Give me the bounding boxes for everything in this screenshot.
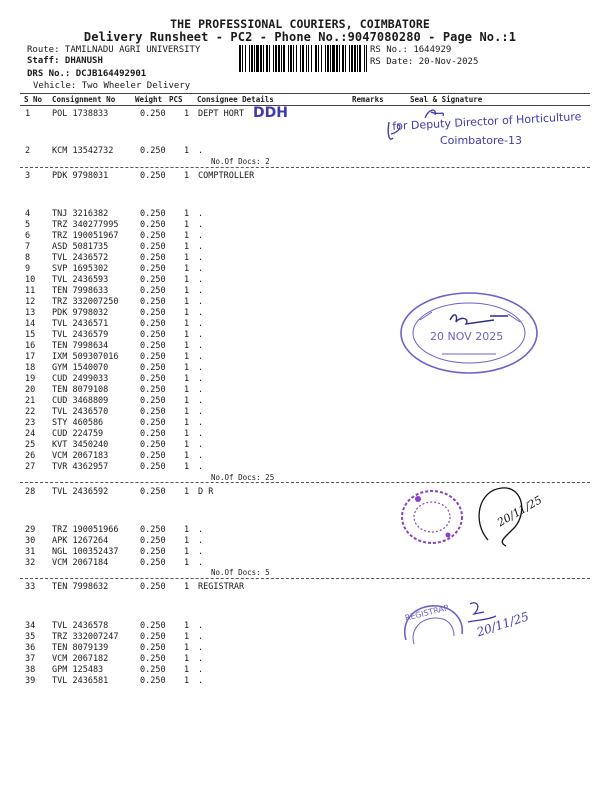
row-sno: 11 [25,286,36,296]
group-divider-3 [20,578,590,579]
row-sno: 26 [25,451,36,461]
row-weight: 0.250 [140,385,166,395]
table-row [0,451,600,462]
row-weight: 0.250 [140,676,166,686]
row-consignment-no: TRZ 332007247 [52,632,119,642]
row-consignment-no: TEN 8079139 [52,643,109,653]
row-weight: 0.250 [140,396,166,406]
table-row [0,654,600,665]
barcode-bar [281,45,282,72]
row-consignee-details: . [198,264,204,274]
row-consignment-no: TEN 7998633 [52,286,109,296]
barcode-bar [306,45,307,72]
table-row [0,209,600,220]
row-sno: 34 [25,621,36,631]
stamp-location: Coimbatore-13 [440,134,522,147]
row-pcs: 1 [184,253,190,263]
row-pcs: 1 [184,374,190,384]
row-consignee-details: . [198,146,204,156]
row-pcs: 1 [184,146,190,156]
row-consignment-no: POL 1738833 [52,109,109,119]
row-pcs: 1 [184,632,190,642]
row-sno: 30 [25,536,36,546]
table-row [0,231,600,242]
row-consignee-details: DEPT HORT [198,109,245,119]
row-weight: 0.250 [140,146,166,156]
barcode-bar [254,45,255,72]
table-row [0,171,600,182]
row-pcs: 1 [184,275,190,285]
barcode-bar [239,45,241,72]
row-sno: 6 [25,231,31,241]
row-consignment-no: TEN 7998634 [52,341,109,351]
row-consignee-details: . [198,286,204,296]
barcode-bar [366,45,367,72]
docs-count-group1: No.Of Docs: 2 [211,157,270,166]
row-consignee-details: . [198,558,204,568]
table-row [0,582,600,593]
barcode-bar [242,45,243,72]
row-consignee-details: . [198,547,204,557]
table-row [0,275,600,286]
row-weight: 0.250 [140,231,166,241]
row-weight: 0.250 [140,525,166,535]
barcode-bar [315,45,317,72]
row-weight: 0.250 [140,440,166,450]
barcode-bar [336,45,338,72]
row-sno: 5 [25,220,31,230]
row-sno: 27 [25,462,36,472]
row-sno: 7 [25,242,31,252]
row-consignment-no: PDK 9798032 [52,308,109,318]
barcode-bar [318,45,319,72]
row-weight: 0.250 [140,621,166,631]
row-consignment-no: NGL 100352437 [52,547,119,557]
row-consignment-no: KVT 3450240 [52,440,109,450]
barcode-bar [273,45,274,72]
row-consignment-no: PDK 9798031 [52,171,109,181]
rs-date: RS Date: 20-Nov-2025 [370,57,479,67]
barcode-bar [275,45,277,72]
row-consignee-details: . [198,363,204,373]
stamp-designation: for Deputy Director of Horticulture [392,110,582,133]
row-weight: 0.250 [140,487,166,497]
col-remarks: Remarks [352,95,384,104]
row-sno: 3 [25,171,31,181]
document-subtitle: Delivery Runsheet - PC2 - Phone No.:9047080280 - Page No.:1 [83,30,517,44]
row-sno: 31 [25,547,36,557]
barcode-bar [308,45,309,72]
row-weight: 0.250 [140,462,166,472]
row-pcs: 1 [184,352,190,362]
row-sno: 28 [25,487,36,497]
row-consignment-no: CUD 224759 [52,429,104,439]
barcode-bar [359,45,361,72]
row-weight: 0.250 [140,352,166,362]
rs-number: RS No.: 1644929 [370,45,452,55]
row-weight: 0.250 [140,319,166,329]
row-consignee-details: . [198,297,204,307]
row-pcs: 1 [184,231,190,241]
row-consignment-no: TVL 2436592 [52,487,109,497]
table-row [0,407,600,418]
row-weight: 0.250 [140,253,166,263]
route-label: Route: TAMILNADU AGRI UNIVERSITY [27,45,201,55]
row-consignment-no: STY 460586 [52,418,104,428]
col-weight: Weight [135,95,163,104]
row-consignment-no: VCM 2067184 [52,558,109,568]
row-pcs: 1 [184,547,190,557]
barcode-bar [332,45,335,72]
row-weight: 0.250 [140,171,166,181]
docs-count-group3: No.Of Docs: 5 [211,568,270,577]
row-consignee-details: . [198,209,204,219]
table-row [0,429,600,440]
row-weight: 0.250 [140,643,166,653]
row-consignee-details: . [198,231,204,241]
row-consignment-no: CUD 2499033 [52,374,109,384]
barcode-image [239,45,367,72]
row-pcs: 1 [184,558,190,568]
table-row [0,220,600,231]
stamp-date: 20 NOV 2025 [430,330,504,343]
row-weight: 0.250 [140,665,166,675]
table-row [0,242,600,253]
row-pcs: 1 [184,109,190,119]
row-consignee-details: . [198,621,204,631]
row-sno: 17 [25,352,36,362]
row-sno: 12 [25,297,36,307]
row-weight: 0.250 [140,286,166,296]
row-consignment-no: SVP 1695302 [52,264,109,274]
row-pcs: 1 [184,665,190,675]
row-pcs: 1 [184,487,190,497]
row-consignment-no: TVR 4362957 [52,462,109,472]
barcode-bar [249,45,250,72]
row-weight: 0.250 [140,536,166,546]
row-consignment-no: TRZ 332007250 [52,297,119,307]
barcode-bar [321,45,322,72]
row-consignee-details: COMPTROLLER [198,171,255,181]
row-consignment-no: TVL 2436578 [52,621,109,631]
row-pcs: 1 [184,525,190,535]
row-consignment-no: KCM 13542732 [52,146,114,156]
row-sno: 13 [25,308,36,318]
table-row [0,643,600,654]
row-sno: 15 [25,330,36,340]
row-consignee-details: . [198,407,204,417]
row-sno: 25 [25,440,36,450]
row-sno: 33 [25,582,36,592]
row-pcs: 1 [184,363,190,373]
row-weight: 0.250 [140,632,166,642]
barcode-bar [245,45,246,72]
row-consignment-no: TVL 2436570 [52,407,109,417]
row-consignment-no: TRZ 340277995 [52,220,119,230]
row-weight: 0.250 [140,654,166,664]
row-sno: 9 [25,264,31,274]
barcode-bar [256,45,259,72]
col-details: Consignee Details [197,95,274,104]
table-row [0,632,600,643]
docs-count-group2: No.Of Docs: 25 [211,473,275,482]
row-sno: 37 [25,654,36,664]
barcode-bar [296,45,297,72]
barcode-bar [300,45,301,72]
row-consignee-details: . [198,654,204,664]
row-consignment-no: TRZ 190051967 [52,231,119,241]
barcode-bar [364,45,365,72]
barcode-bar [251,45,253,72]
row-weight: 0.250 [140,451,166,461]
row-consignment-no: GYM 1540070 [52,363,109,373]
row-pcs: 1 [184,308,190,318]
barcode-bar [354,45,356,72]
row-pcs: 1 [184,676,190,686]
table-row [0,418,600,429]
barcode-bar [330,45,331,72]
row-consignment-no: CUD 3468809 [52,396,109,406]
row-consignment-no: TEN 8079108 [52,385,109,395]
barcode-bar [351,45,353,72]
row-consignee-details: . [198,632,204,642]
row-pcs: 1 [184,171,190,181]
row-sno: 20 [25,385,36,395]
row-consignee-details: . [198,440,204,450]
row-sno: 35 [25,632,36,642]
row-consignee-details: . [198,319,204,329]
row-consignee-details: . [198,385,204,395]
row-consignee-details: . [198,352,204,362]
barcode-bar [325,45,326,72]
row-consignment-no: TVL 2436581 [52,676,109,686]
row-consignment-no: APK 1267264 [52,536,109,546]
row-weight: 0.250 [140,308,166,318]
row-weight: 0.250 [140,275,166,285]
row-sno: 16 [25,341,36,351]
document-title: THE PROFESSIONAL COURIERS, COIMBATORE [170,17,430,31]
row-pcs: 1 [184,451,190,461]
row-pcs: 1 [184,407,190,417]
signature-date-2: 20/11/25 [475,609,531,640]
row-sno: 14 [25,319,36,329]
row-sno: 29 [25,525,36,535]
header-rule [20,93,590,94]
row-sno: 36 [25,643,36,653]
row-consignee-details: . [198,429,204,439]
row-consignment-no: TRZ 190051966 [52,525,119,535]
barcode-bar [311,45,312,72]
row-pcs: 1 [184,330,190,340]
row-consignee-details: . [198,643,204,653]
barcode-bar [339,45,340,72]
row-consignee-details: . [198,462,204,472]
barcode-bar [345,45,346,72]
row-weight: 0.250 [140,418,166,428]
row-sno: 18 [25,363,36,373]
row-consignee-details: . [198,275,204,285]
row-pcs: 1 [184,264,190,274]
row-sno: 22 [25,407,36,417]
vehicle-label: Vehicle: Two Wheeler Delivery [33,81,191,91]
row-weight: 0.250 [140,209,166,219]
row-weight: 0.250 [140,242,166,252]
row-pcs: 1 [184,220,190,230]
row-pcs: 1 [184,286,190,296]
row-consignment-no: ASD 5081735 [52,242,109,252]
row-consignee-details: REGISTRAR [198,582,245,592]
row-pcs: 1 [184,654,190,664]
table-row [0,462,600,473]
barcode-bar [283,45,285,72]
row-weight: 0.250 [140,429,166,439]
row-pcs: 1 [184,297,190,307]
row-pcs: 1 [184,462,190,472]
row-consignee-details: . [198,665,204,675]
row-weight: 0.250 [140,341,166,351]
row-sno: 19 [25,374,36,384]
col-pcs: PCS [169,95,183,104]
col-seal-signature: Seal & Signature [410,95,483,104]
row-consignment-no: VCM 2067182 [52,654,109,664]
row-consignment-no: TVL 2436593 [52,275,109,285]
row-consignee-details: . [198,536,204,546]
row-sno: 38 [25,665,36,675]
row-consignee-details: . [198,220,204,230]
row-consignee-details: . [198,242,204,252]
row-consignment-no: TVL 2436572 [52,253,109,263]
row-pcs: 1 [184,209,190,219]
row-pcs: 1 [184,341,190,351]
department-seal [398,485,470,547]
col-consignment: Consignment No [52,95,116,104]
row-sno: 24 [25,429,36,439]
barcode-bar [260,45,262,72]
barcode-bar [269,45,270,72]
table-row [0,665,600,676]
row-pcs: 1 [184,418,190,428]
barcode-bar [288,45,289,72]
table-row [0,396,600,407]
barcode-bar [263,45,264,72]
row-consignee-details: . [198,330,204,340]
row-sno: 21 [25,396,36,406]
row-weight: 0.250 [140,558,166,568]
row-pcs: 1 [184,536,190,546]
barcode-bar [327,45,329,72]
group-divider-1 [20,167,590,168]
row-weight: 0.250 [140,330,166,340]
table-row [0,264,600,275]
drs-number: DRS No.: DCJB164492901 [27,69,147,79]
table-row [0,676,600,687]
row-pcs: 1 [184,429,190,439]
row-sno: 4 [25,209,31,219]
row-weight: 0.250 [140,297,166,307]
row-pcs: 1 [184,396,190,406]
row-pcs: 1 [184,242,190,252]
row-weight: 0.250 [140,582,166,592]
row-weight: 0.250 [140,264,166,274]
row-consignee-details: . [198,525,204,535]
barcode-bar [342,45,344,72]
barcode-bar [349,45,350,72]
row-consignment-no: TNJ 3216382 [52,209,109,219]
row-consignment-no: GPM 125483 [52,665,104,675]
row-pcs: 1 [184,440,190,450]
barcode-bar [278,45,280,72]
table-row [0,253,600,264]
row-sno: 23 [25,418,36,428]
row-pcs: 1 [184,319,190,329]
row-consignment-no: TEN 7998632 [52,582,109,592]
row-consignment-no: VCM 2067183 [52,451,109,461]
row-sno: 10 [25,275,36,285]
row-pcs: 1 [184,385,190,395]
barcode-bar [357,45,358,72]
col-sno: S No [24,95,43,104]
row-weight: 0.250 [140,407,166,417]
row-sno: 8 [25,253,31,263]
row-sno: 32 [25,558,36,568]
barcode-bar [266,45,268,72]
table-row [0,385,600,396]
row-consignee-details: . [198,374,204,384]
row-pcs: 1 [184,582,190,592]
row-consignment-no: TVL 2436571 [52,319,109,329]
row-consignee-details: . [198,396,204,406]
row-weight: 0.250 [140,547,166,557]
registrar-seal-text: REGISTRAR [404,603,451,623]
row-sno: 39 [25,676,36,686]
table-row [0,440,600,451]
row-consignment-no: TVL 2436579 [52,330,109,340]
signature-date-1: 20/11/25 [495,493,545,530]
row-consignee-details: . [198,451,204,461]
row-pcs: 1 [184,621,190,631]
row-consignment-no: IXM 509307016 [52,352,119,362]
handwritten-ddh: DDH [253,105,288,121]
row-consignee-details: . [198,253,204,263]
staff-label: Staff: DHANUSH [27,56,103,66]
row-sno: 1 [25,109,31,119]
row-pcs: 1 [184,643,190,653]
row-consignee-details: . [198,676,204,686]
row-weight: 0.250 [140,220,166,230]
barcode-bar [290,45,292,72]
barcode-bar [293,45,294,72]
row-consignee-details: D R [198,487,214,497]
row-consignee-details: . [198,341,204,351]
row-weight: 0.250 [140,374,166,384]
row-consignee-details: . [198,308,204,318]
barcode-bar [302,45,304,72]
table-row [0,558,600,569]
row-consignee-details: . [198,418,204,428]
row-weight: 0.250 [140,109,166,119]
row-weight: 0.250 [140,363,166,373]
row-sno: 2 [25,146,31,156]
